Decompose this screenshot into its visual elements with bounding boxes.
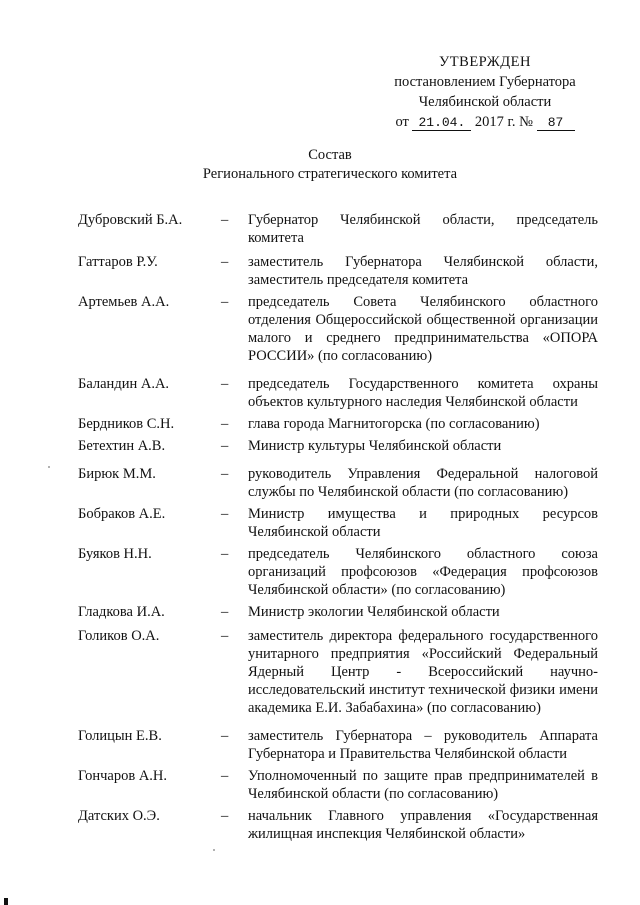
member-name: Гончаров А.Н. xyxy=(78,768,168,784)
document-title xyxy=(180,146,480,184)
member-position: руководитель Управления Федеральной налоговой службы по Челябинской области (по согласованию) xyxy=(248,466,598,500)
member-position: председатель Государственного комитета охраны объектов культурного наследия Челябинской области xyxy=(248,376,598,410)
member-name: Гаттаров Р.У. xyxy=(78,254,158,270)
handwritten-number: 87 xyxy=(537,115,575,131)
approval-block xyxy=(360,52,610,132)
member-position: председатель Челябинского областного союза организаций профсоюзов «Федерация профсоюзов Челябинской области» (по согласованию) xyxy=(248,546,598,598)
member-name: Голиков О.А. xyxy=(78,628,160,644)
approval-date-line xyxy=(360,112,610,132)
member-list xyxy=(78,211,598,843)
title-line-1: Состав xyxy=(308,147,352,163)
member-row xyxy=(78,465,598,501)
date-prefix: от xyxy=(395,114,409,130)
member-name: Буяков Н.Н. xyxy=(78,546,152,562)
scan-speck xyxy=(213,849,215,851)
member-name: Баландин А.А. xyxy=(78,376,170,392)
member-separator: – xyxy=(221,438,229,454)
member-separator: – xyxy=(221,604,229,620)
member-separator: – xyxy=(221,466,229,482)
member-name: Артемьев А.А. xyxy=(78,294,170,310)
member-row xyxy=(78,807,598,843)
member-separator: – xyxy=(221,416,229,432)
member-position: глава города Магнитогорска (по согласованию) xyxy=(248,416,540,432)
member-name: Дубровский Б.А. xyxy=(78,212,183,228)
member-position: заместитель Губернатора – руководитель Аппарата Губернатора и Правительства Челябинской области xyxy=(248,728,598,762)
member-separator: – xyxy=(221,294,229,310)
member-position: Министр экологии Челябинской области xyxy=(248,604,500,620)
member-row xyxy=(78,545,598,599)
member-row xyxy=(78,767,598,803)
member-row xyxy=(78,727,598,763)
member-name: Гладкова И.А. xyxy=(78,604,165,620)
member-name: Бирюк М.М. xyxy=(78,466,156,482)
member-row xyxy=(78,415,598,433)
member-position: заместитель директора федерального государственного унитарного предприятия «Российский Федеральный Ядерный Центр - Всероссийский научно-исследовательский институт технической физики имени академика Е.И. Забабахина» (по согласованию) xyxy=(248,628,598,716)
member-separator: – xyxy=(221,768,229,784)
member-position: начальник Главного управления «Государственная жилищная инспекция Челябинской области» xyxy=(248,808,598,842)
member-row xyxy=(78,505,598,541)
member-position: заместитель Губернатора Челябинской области, заместитель председателя комитета xyxy=(248,254,598,288)
member-row xyxy=(78,211,598,247)
member-position: Губернатор Челябинской области, председатель комитета xyxy=(248,212,598,246)
member-name: Бобраков А.Е. xyxy=(78,506,166,522)
approval-heading: УТВЕРЖДЕН xyxy=(439,54,531,70)
member-name: Датских О.Э. xyxy=(78,808,160,824)
member-row xyxy=(78,253,598,289)
scan-mark xyxy=(4,898,8,905)
member-row xyxy=(78,437,598,455)
handwritten-date: 21.04. xyxy=(412,115,471,131)
member-separator: – xyxy=(221,728,229,744)
member-position: Министр имущества и природных ресурсов Челябинской области xyxy=(248,506,598,540)
member-separator: – xyxy=(221,376,229,392)
member-separator: – xyxy=(221,546,229,562)
member-separator: – xyxy=(221,212,229,228)
member-separator: – xyxy=(221,506,229,522)
member-row xyxy=(78,603,598,621)
member-name: Бердников С.Н. xyxy=(78,416,175,432)
scan-speck xyxy=(48,466,50,468)
member-row xyxy=(78,293,598,365)
member-name: Голицын Е.В. xyxy=(78,728,162,744)
year-text: 2017 г. № xyxy=(474,114,533,130)
member-separator: – xyxy=(221,254,229,270)
member-separator: – xyxy=(221,628,229,644)
approval-line-1: постановлением Губернатора xyxy=(394,74,576,90)
title-line-2: Регионального стратегического комитета xyxy=(202,166,458,182)
approval-line-2: Челябинской области xyxy=(418,94,552,110)
member-row xyxy=(78,375,598,411)
member-position: Уполномоченный по защите прав предпринимателей в Челябинской области (по согласованию) xyxy=(248,768,598,802)
member-position: Министр культуры Челябинской области xyxy=(248,438,502,454)
member-position: председатель Совета Челябинского областного отделения Общероссийской общественной организации малого и среднего предпринимательства «ОПОРА РОССИИ» (по согласованию) xyxy=(248,294,598,364)
member-row xyxy=(78,627,598,717)
member-name: Бетехтин А.В. xyxy=(78,438,166,454)
member-separator: – xyxy=(221,808,229,824)
